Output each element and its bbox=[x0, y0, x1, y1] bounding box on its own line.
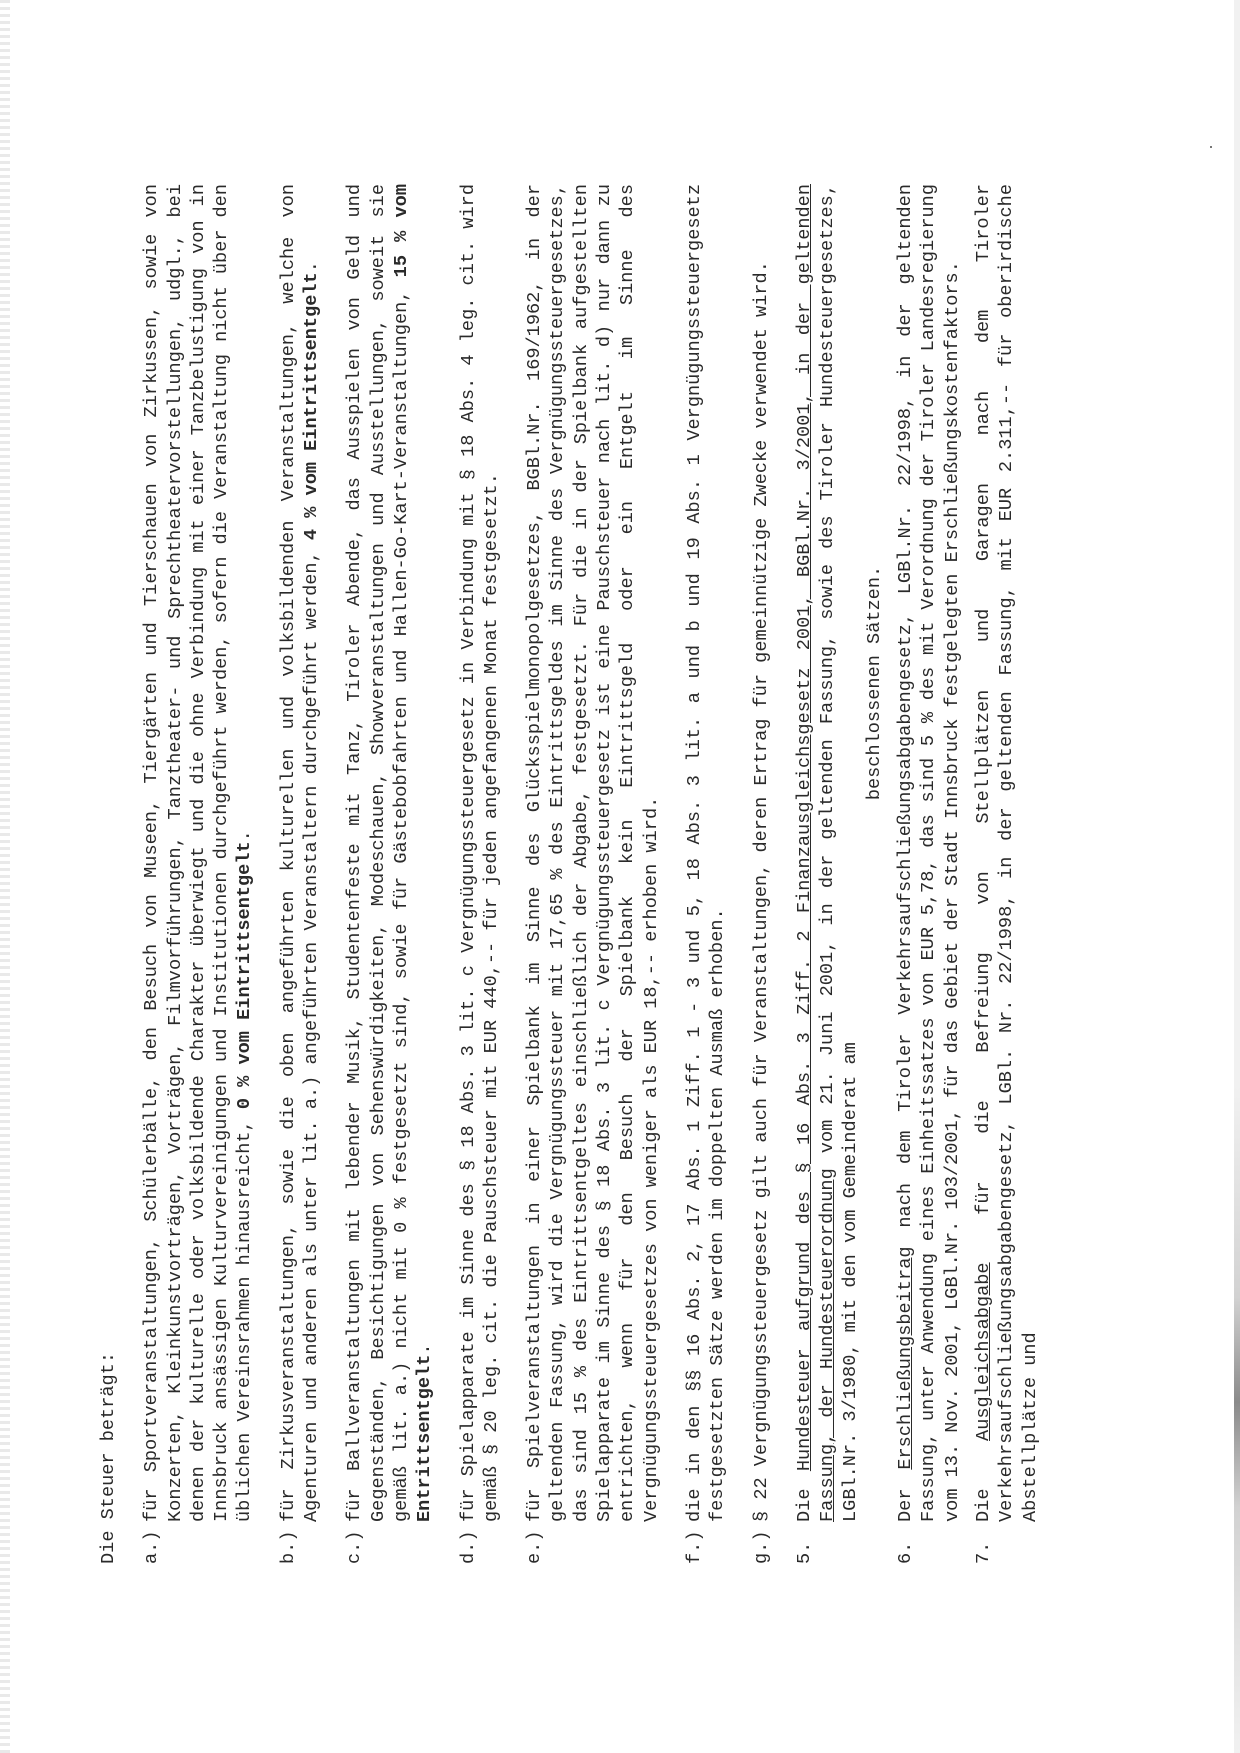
numbered-text bbox=[972, 184, 1042, 1522]
item-text: nach dem Tiroler Verkehrsaufschließungsabgabengesetz, LGBl.Nr. 22/1998, in der geltenden Fassung, unter Anwendung eines Einheitssatzes von EUR 5,78, das sind 5 % des mit Verordnung der Tiroler Landesregierung vom 13. Nov. 2001, LGBl.Nr. 103/2001, für das Gebiet der Stadt Innsbruck festgelegten Erschließungskostenfaktors. bbox=[895, 184, 963, 1522]
scan-edge-right bbox=[1234, 0, 1240, 1753]
item-text-end: . bbox=[234, 830, 256, 842]
underlined-term: Ausgleichsabgabe bbox=[972, 1262, 994, 1441]
item-text: für Sportveranstaltungen, Schülerbälle, den Besuch von Museen, Tiergärten und Tierschauen von Zirkussen, sowie von Konzerten, Kleinkunstvorträgen, Vorträgen, Filmvorführungen, Tanztheater- und Sprechtheatervorstellungen, udgl., bei denen der kulturelle oder volksbildende Charakter überwiegt und die ohne Verbindung mit einer Tanzbelustigung von in Innsbruck ansässigen Kulturvereinigungen und Institutionen durchgeführt werden, sofern die Veranstaltung nicht über den üblichen Vereinsrahmen hinausreicht, bbox=[141, 184, 256, 1522]
item-text: für Zirkusveranstaltungen, sowie die oben angeführten kulturellen und volksbildenden Veranstaltungen, welche von Agenturen und anderen als unter lit. a.) angeführten Veranstaltern durchgeführt werden, bbox=[277, 184, 323, 1522]
item-text: für Ballveranstaltungen mit lebender Musik, Studentenfeste mit Tanz, Tiroler Abende, das Ausspielen von Geld und Gegenständen, Besichtigungen von Sehenswürdigkeiten, Modeschauen, Showveranstaltungen und Ausstellungen, soweit sie gemäß lit. a.) nicht mit 0 % festgesetzt sind, sowie für Gästebobfahrten und Hallen-Go-Kart-Veranstaltungen, bbox=[344, 184, 412, 1522]
list-marker: a.) bbox=[141, 1530, 163, 1564]
numbered-section bbox=[793, 184, 1042, 1564]
item-tail: beschlossenen Sätzen. bbox=[863, 565, 885, 801]
document-page-rotated bbox=[89, 154, 1099, 1594]
item-text-end: . bbox=[301, 261, 323, 273]
numbered-text bbox=[793, 184, 886, 1522]
list-marker: e.) bbox=[524, 1530, 546, 1564]
list-item-a bbox=[140, 184, 256, 1564]
item-prefix: Die bbox=[972, 1440, 994, 1522]
list-item-c bbox=[343, 184, 436, 1564]
underlined-term: Hundesteuer aufgrund des § 16 Abs. 3 Ziff. 2 Finanzausgleichsgesetz 2001, BGBl.Nr. 3/2001, in der geltenden Fassung, der Hundesteuerordnung bbox=[793, 184, 839, 1522]
scan-speck bbox=[1210, 146, 1212, 148]
item-text: für die Befreiung von Stellplätzen und Garagen nach dem Tiroler Verkehrsaufschließungsabgabengesetz, LGBl. Nr. 22/1998, in der geltenden Fassung, mit EUR 2.311,-- für oberirdische Abstellplätze und bbox=[972, 184, 1041, 1522]
tax-rate: 0 % vom Eintrittsentgelt bbox=[234, 841, 256, 1110]
list-marker: g.) bbox=[750, 1530, 772, 1564]
list-marker: d.) bbox=[457, 1530, 479, 1564]
list-marker: c.) bbox=[344, 1530, 366, 1564]
list-item-text: für Spielapparate im Sinne des § 18 Abs. 3 lit. c Vergnügungssteuergesetz in Verbindung mit § 18 Abs. 4 leg. cit. wird gemäß § 20 leg. cit. die Pauschsteuer mit EUR 440,-- für jeden angefangenen Monat festgesetzt. bbox=[457, 184, 502, 1522]
list-item-g bbox=[750, 184, 773, 1564]
item-prefix: Die bbox=[793, 1471, 815, 1522]
list-item-text: für Spielveranstaltungen in einer Spielbank im Sinne des Glücksspielmonopolgesetzes, BGBl.Nr. 169/1962, in der geltenden Fassung, wird die Vergnügungssteuer mit 17,65 % des Eintrittsgeldes im Sinne des Vergnügungssteuergesetzes, das sind 15 % des Eintrittsentgeltes einschließlich der Abgabe, festgesetzt. Für die in der Spielbank aufgestellten Spielapparate im Sinne des § 18 Abs. 3 lit. c Vergnügungssteuergesetz ist eine Pauschsteuer nach lit. d) nur dann zu entrichten, wenn für den Besuch der Spielbank kein Eintrittsgeld oder ein Entgelt im Sinne des Vergnügungssteuergesetzes von weniger als EUR 18,-- erhoben wird. bbox=[524, 184, 662, 1522]
item-text: vom 21. Juni 2001, in der geltenden Fassung, sowie des Tiroler Hundesteuergesetzes, LGBl.Nr. 3/1980, mit den vom Gemeinderat am bbox=[817, 184, 862, 1522]
list-item-b bbox=[277, 184, 324, 1564]
numbered-text bbox=[894, 184, 964, 1522]
list-marker: b.) bbox=[277, 1530, 299, 1564]
list-item-text bbox=[277, 184, 324, 1522]
numbered-item-6 bbox=[894, 184, 964, 1564]
list-item-text bbox=[140, 184, 256, 1522]
tax-rate: 4 % vom Eintrittsentgelt bbox=[301, 272, 323, 541]
list-item-text bbox=[343, 184, 436, 1522]
list-item-e bbox=[523, 184, 663, 1564]
numbered-item-5 bbox=[793, 184, 886, 1564]
numbered-marker: 6. bbox=[895, 1541, 917, 1564]
list-item-text: § 22 Vergnügungssteuergesetz gilt auch für Veranstaltungen, deren Ertrag für gemeinnützige Zwecke verwendet wird. bbox=[750, 261, 772, 1522]
list-marker: f.) bbox=[683, 1530, 705, 1564]
underlined-term: Erschließungsbeitrag bbox=[895, 1246, 917, 1470]
list-item-d bbox=[457, 184, 504, 1564]
item-text-end: . bbox=[414, 1343, 436, 1355]
numbered-marker: 7. bbox=[972, 1541, 994, 1564]
tax-rate: 15 % vom Entrittsentgelt bbox=[390, 184, 436, 1522]
intro-line: Die Steuer beträgt: bbox=[98, 1351, 119, 1564]
list-item-text: die in den §§ 16 Abs. 2, 17 Abs. 1 Ziff. 1 - 3 und 5, 18 Abs. 3 lit. a und b und 19 Abs. 1 Vergnügungssteuergesetz festgesetzten Sätze werden im doppelten Ausmaß erhoben. bbox=[683, 184, 729, 1522]
numbered-item-7 bbox=[972, 184, 1042, 1564]
numbered-marker: 5. bbox=[793, 1541, 815, 1564]
list-item-f bbox=[683, 184, 730, 1564]
scan-edge-left bbox=[0, 0, 10, 1753]
item-prefix: Der bbox=[895, 1469, 917, 1522]
